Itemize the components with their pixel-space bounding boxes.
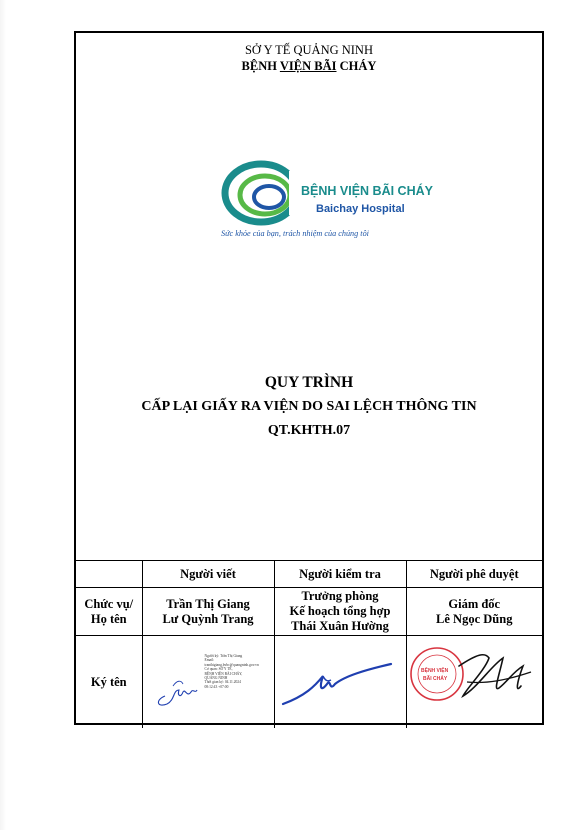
hospital-stamp-icon	[411, 648, 463, 700]
header-cell-writer: Người viết	[142, 561, 274, 588]
header-cell-checker: Người kiểm tra	[274, 561, 406, 588]
document-frame	[74, 31, 544, 725]
writer-signature-cell	[142, 636, 274, 729]
logo-name-vi: BỆNH VIỆN BÃI CHÁY	[301, 184, 433, 198]
role-label-cell: Chức vụ/ Họ tên	[76, 588, 142, 636]
logo-ring-inner-icon	[254, 186, 284, 208]
table-header-row	[76, 561, 542, 588]
logo-name-en: Baichay Hospital	[316, 203, 405, 215]
stamp-line-1: BỆNH VIỆN	[420, 668, 448, 674]
hospital-name: BỆNH VIỆN BÃI CHÁY	[241, 59, 377, 73]
document-titles	[76, 371, 542, 443]
document-code: QT.KHTH.07	[267, 423, 351, 438]
checker-cell: Trưởng phòng Kế hoạch tổng hợp Thái Xuân Hường	[274, 588, 406, 636]
checker-signature-icon	[275, 636, 407, 728]
writer-signature-icon	[151, 672, 211, 712]
document-name: CẤP LẠI GIẤY RA VIỆN DO SAI LỆCH THÔNG TIN	[141, 399, 477, 414]
approver-signature-icon	[407, 636, 543, 728]
sign-label-cell: Ký tên	[76, 636, 142, 729]
department-name: SỞ Y TẾ QUẢNG NINH	[244, 43, 373, 57]
approval-table	[76, 560, 542, 728]
stamp-line-2: BÃI CHÁY	[422, 676, 447, 682]
approver-signature-cell	[406, 636, 542, 729]
checker-signature-cell	[274, 636, 406, 729]
electronic-signature-info: Người ký: Trần Thị Giang Email: tranthigiang.bvbc@quangninh.gov.vn Cơ quan: SỞ Y TẾ, BỆNH VIỆN BÃI CHÁY, QUẢNG NINH Thời gian ký: 04.11.2024 08:12:43 +07:00	[204, 654, 259, 689]
header-cell-approver: Người phê duyệt	[406, 561, 542, 588]
table-row-roles	[76, 588, 542, 636]
header-cell-empty	[76, 561, 142, 588]
hospital-logo	[219, 157, 433, 249]
document-type: QUY TRÌNH	[264, 374, 354, 391]
logo-slogan: Sức khỏe của bạn, trách nhiệm của chúng tôi	[221, 229, 369, 238]
document-header	[76, 42, 542, 74]
table-row-signatures	[76, 636, 542, 729]
writer-cell: Trần Thị Giang Lư Quỳnh Trang	[142, 588, 274, 636]
approver-cell: Giám đốc Lê Ngọc Dũng	[406, 588, 542, 636]
